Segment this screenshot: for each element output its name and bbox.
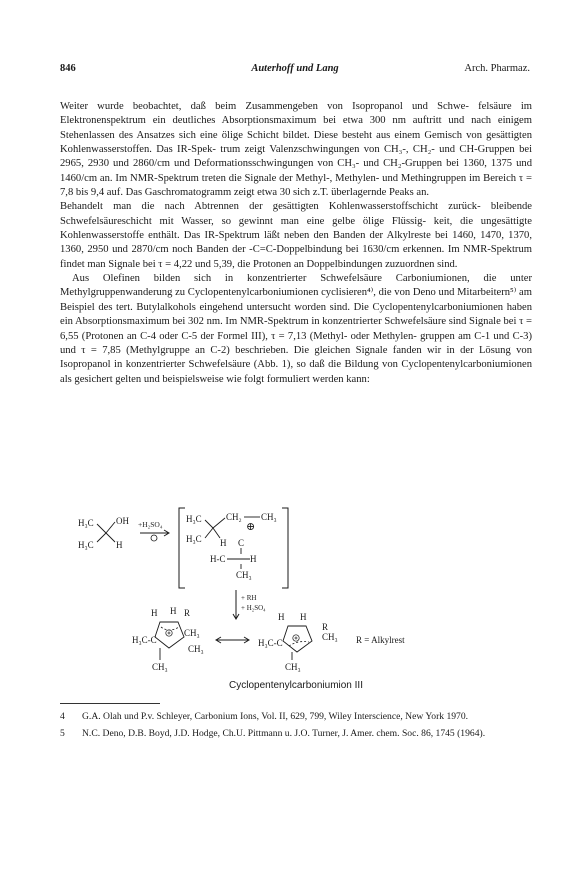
footnote-number: 5 <box>60 728 65 739</box>
svg-text:H₃C-C: H₃C-C <box>258 638 283 648</box>
svg-text:CH₃: CH₃ <box>236 570 252 580</box>
svg-text:CH₂: CH₂ <box>226 512 242 522</box>
running-head-authors: Auterhoff und Lang <box>251 63 339 74</box>
cyclopentenyl-ion-left <box>132 606 204 672</box>
svg-text:H₃C: H₃C <box>78 518 94 528</box>
reaction-scheme-drawing <box>60 500 532 680</box>
footnote-5: 5 N.C. Deno, D.B. Boyd, J.D. Hodge, Ch.U. Pittmann u. J.O. Turner, J. Amer. chem. Soc. 86, 1745 (1964). <box>60 728 486 739</box>
page-header <box>60 63 530 79</box>
svg-text:+ H₂SO₄: + H₂SO₄ <box>241 604 266 612</box>
svg-text:CH₃: CH₃ <box>152 662 168 672</box>
body-text <box>60 100 532 387</box>
carbonium-intermediate <box>179 508 288 588</box>
reaction-scheme <box>60 500 532 695</box>
svg-text:H: H <box>170 606 177 616</box>
isopropanol-structure <box>78 516 129 550</box>
paragraph-sulfuric-acid-layer: Behandelt man die nach Abtrennen der gesättigten Kohlenwasserstoffschicht zurück- bleibende Schwefelsäureschicht mit Wasser, so gewinnt man eine gelbe ölige Flüssig- keit, die ungesättigte Kohlenwasserstoffe enthält. Das IR-Spektrum läßt neben den Banden der Alkylreste bei 1460, 1470, 1370, 1360, 2950 und 2870/cm noch Banden der -C=C-Doppelbindung bei 1630/cm erkennen. Im NMR-Spektrum findet man Signale bei τ = 4,22 und 5,39, die Protonen an Doppelbindungen zuzuordnen sind. <box>60 201 532 270</box>
running-head-journal: Arch. Pharmaz. <box>464 63 530 74</box>
footnote-divider <box>60 703 160 704</box>
svg-text:H: H <box>300 612 307 622</box>
svg-text:H: H <box>250 554 257 564</box>
svg-text:CH₃: CH₃ <box>322 632 338 642</box>
svg-text:CH₃: CH₃ <box>285 662 301 672</box>
svg-text:H: H <box>151 608 158 618</box>
footnote-4: 4 G.A. Olah und P.v. Schleyer, Carbonium Ions, Vol. II, 629, 799, Wiley Interscience, New York 1970. <box>60 711 469 722</box>
paragraph-carbonium-ions: Aus Olefinen bilden sich in konzentrierter Schwefelsäure Carboniumionen, die unter Methylgruppenwanderung zu Cyclopentenylcarboniumionen cyclisieren⁴⁾, die von Deno und Mitarbeitern⁵⁾ am Beispiel des tert. Butylalkohols eingehend untersucht worden sind. Die Cyclopentenylcarboniumionen haben ein Absorptionsmaximum bei 302 nm. Im NMR-Spektrum in konzentrierter Schwefelsäure sind Signale bei τ = 6,55 (Protonen an C-4 oder C-5 der Formel III), τ = 7,13 (Methyl- oder Methylen- gruppen am C-1 und C-3) und τ = 7,85 (Methylgruppe an C-2) beschrieben. Die gleichen Signale fanden wir in der Lösung von Isopropanol in konzentrierter Schwefelsäure (Abb. 1), so daß die Bildung von Cyclopentenylcarboniumionen als gesichert gelten und beispielsweise wie folgt formuliert werden kann: <box>60 273 532 385</box>
svg-text:H: H <box>220 538 227 548</box>
reaction-arrow-1 <box>138 520 169 541</box>
cyclopentenyl-ion-right <box>258 612 338 672</box>
svg-text:H: H <box>278 612 285 622</box>
svg-text:H: H <box>116 540 123 550</box>
svg-text:OH: OH <box>116 516 129 526</box>
footnote-number: 4 <box>60 711 65 722</box>
svg-text:H₃C: H₃C <box>78 540 94 550</box>
r-legend: R = Alkylrest <box>356 635 405 645</box>
page-number: 846 <box>60 63 76 74</box>
svg-text:+H₂SO₄: +H₂SO₄ <box>138 520 163 529</box>
svg-text:R: R <box>184 608 191 618</box>
paragraph-observation: Weiter wurde beobachtet, daß beim Zusammengeben von Isopropanol und Schwe- felsäure im Elektronenspektrum ein deutliches Absorptionsmaximum bei etwa 300 nm auftritt und nach einigem Stehenlassen des Ansatzes sich eine ölige Schicht bildet. Diese besteht aus einem Gemisch von gesättigten Kohlenwasserstoffen. Das IR-Spek- trum zeigt Valenzschwingungen von CH₃-, CH₂- und CH-Gruppen bei 2965, 2930 und 2860/cm und Deformationsschwingungen von CH₃- und CH₂-Gruppen bei 1360, 1375 und 1460/cm an. Im NMR-Spektrum treten die Signale der Methyl-, Methylen- und Methingruppen im Bereich τ = 7,8 bis 9,4 auf. Das Gaschromatogramm zeigt etwa 30 sich z.T. überlagernde Peaks an. <box>60 101 533 199</box>
resonance-arrow <box>216 637 249 643</box>
svg-text:H₃C: H₃C <box>186 514 202 524</box>
svg-text:H-C: H-C <box>210 554 226 564</box>
svg-text:H₃C: H₃C <box>186 534 202 544</box>
svg-text:+ RH: + RH <box>241 594 257 602</box>
scheme-caption: Cyclopentenylcarboniumion III <box>229 680 363 691</box>
svg-text:CH₃: CH₃ <box>188 644 204 654</box>
reaction-arrow-2 <box>233 590 266 619</box>
footnotes <box>60 710 520 744</box>
svg-text:⊕: ⊕ <box>246 521 256 533</box>
svg-text:CH₃: CH₃ <box>184 628 200 638</box>
svg-text:CH₃: CH₃ <box>261 512 277 522</box>
svg-text:H₃C-C: H₃C-C <box>132 635 157 645</box>
svg-text:C: C <box>238 538 245 548</box>
svg-text:R: R <box>322 622 329 632</box>
